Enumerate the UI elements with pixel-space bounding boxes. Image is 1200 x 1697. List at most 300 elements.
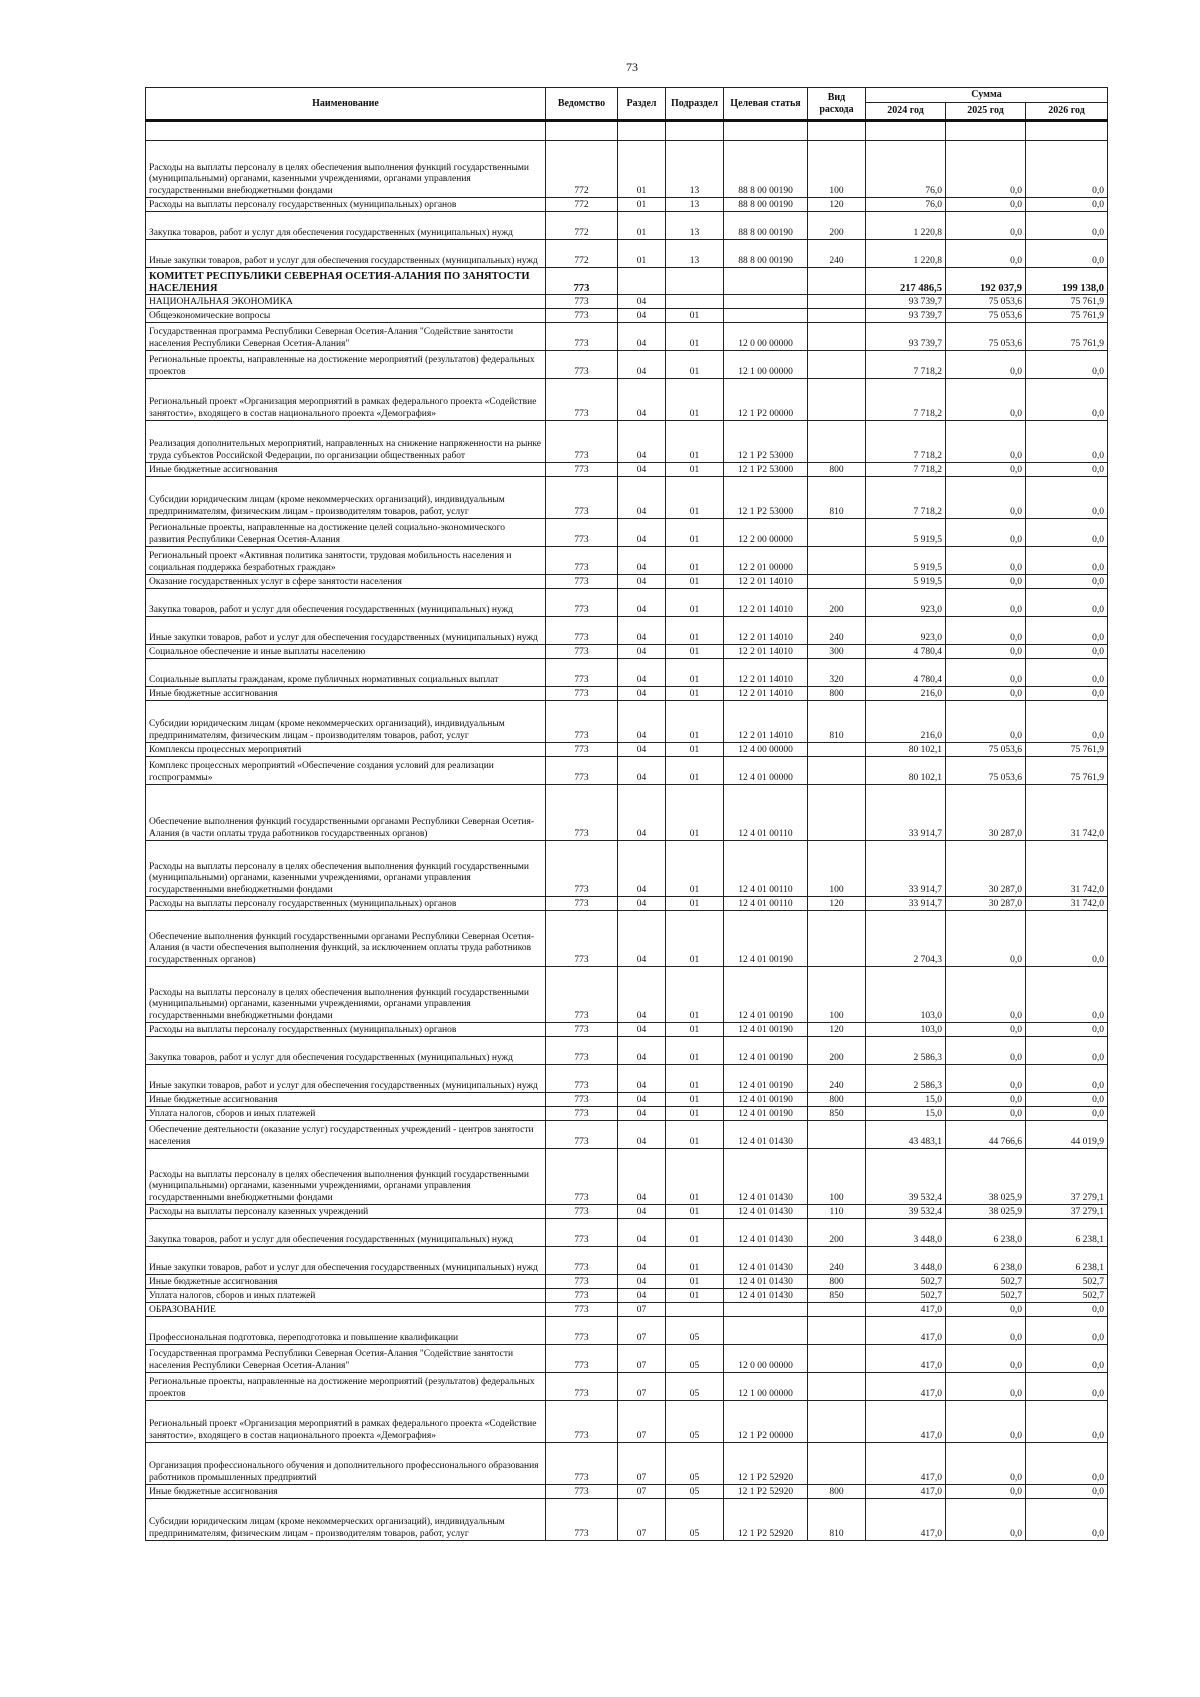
row-ministry: 773 — [546, 785, 618, 841]
row-sum-2024: 923,0 — [866, 617, 946, 645]
row-sum-2025: 0,0 — [946, 351, 1026, 379]
row-ministry: 773 — [546, 743, 618, 757]
row-sum-2026: 502,7 — [1026, 1289, 1108, 1303]
row-kind — [808, 1317, 866, 1345]
row-sum-2026: 31 742,0 — [1026, 785, 1108, 841]
row-name: Закупка товаров, работ и услуг для обеспечения государственных (муниципальных) нужд — [146, 212, 546, 240]
table-row — [146, 1037, 1108, 1065]
table-row — [146, 911, 1108, 967]
row-sum-2025: 0,0 — [946, 1499, 1026, 1541]
header-spacer-row — [146, 121, 1108, 141]
row-ministry: 773 — [546, 617, 618, 645]
row-kind: 120 — [808, 1023, 866, 1037]
row-sum-2025: 6 238,0 — [946, 1219, 1026, 1247]
row-section: 04 — [618, 687, 666, 701]
row-ministry: 773 — [546, 1303, 618, 1317]
row-section: 04 — [618, 1023, 666, 1037]
row-name: Оказание государственных услуг в сфере занятости населения — [146, 575, 546, 589]
row-sum-2025: 75 053,6 — [946, 323, 1026, 351]
row-sum-2025: 0,0 — [946, 645, 1026, 659]
row-section: 04 — [618, 309, 666, 323]
row-subsection: 05 — [666, 1443, 724, 1485]
row-sum-2025: 0,0 — [946, 198, 1026, 212]
row-sum-2026: 0,0 — [1026, 1485, 1108, 1499]
row-sum-2024: 1 220,8 — [866, 240, 946, 268]
row-sum-2026: 0,0 — [1026, 421, 1108, 463]
row-sum-2026: 0,0 — [1026, 1037, 1108, 1065]
row-section: 04 — [618, 421, 666, 463]
row-ministry: 772 — [546, 198, 618, 212]
row-kind: 200 — [808, 1037, 866, 1065]
row-section: 07 — [618, 1401, 666, 1443]
row-section: 04 — [618, 547, 666, 575]
row-name: Закупка товаров, работ и услуг для обеспечения государственных (муниципальных) нужд — [146, 589, 546, 617]
row-sum-2024: 3 448,0 — [866, 1247, 946, 1275]
row-section: 01 — [618, 141, 666, 198]
row-sum-2025: 0,0 — [946, 1065, 1026, 1093]
row-section: 04 — [618, 743, 666, 757]
row-kind: 800 — [808, 1275, 866, 1289]
row-target — [724, 295, 808, 309]
row-kind: 200 — [808, 1219, 866, 1247]
row-name: Иные бюджетные ассигнования — [146, 463, 546, 477]
row-sum-2026: 0,0 — [1026, 240, 1108, 268]
row-name: Региональный проект «Организация мероприятий в рамках федерального проекта «Содействие занятости», входящего в состав национального проекта «Демография» — [146, 379, 546, 421]
row-sum-2024: 15,0 — [866, 1093, 946, 1107]
row-kind: 800 — [808, 463, 866, 477]
row-sum-2025: 0,0 — [946, 1443, 1026, 1485]
row-subsection: 13 — [666, 212, 724, 240]
row-section: 04 — [618, 519, 666, 547]
row-sum-2025: 0,0 — [946, 1345, 1026, 1373]
row-ministry: 773 — [546, 687, 618, 701]
row-sum-2025: 0,0 — [946, 1093, 1026, 1107]
row-subsection: 05 — [666, 1485, 724, 1499]
row-ministry: 773 — [546, 701, 618, 743]
row-target: 12 0 00 00000 — [724, 1345, 808, 1373]
row-sum-2026: 0,0 — [1026, 1023, 1108, 1037]
row-subsection: 01 — [666, 785, 724, 841]
row-name: Обеспечение выполнения функций государственными органами Республики Северная Осетия-Алания (в части обеспечения выполнения функций, за исключением оплаты труда работников государственных органов) — [146, 911, 546, 967]
row-section: 04 — [618, 295, 666, 309]
row-sum-2024: 2 704,3 — [866, 911, 946, 967]
row-target: 12 4 01 00190 — [724, 967, 808, 1023]
row-section: 01 — [618, 212, 666, 240]
row-target: 12 2 01 14010 — [724, 687, 808, 701]
row-sum-2026: 0,0 — [1026, 687, 1108, 701]
row-sum-2026: 75 761,9 — [1026, 743, 1108, 757]
row-sum-2024: 417,0 — [866, 1317, 946, 1345]
row-subsection: 01 — [666, 967, 724, 1023]
row-section: 07 — [618, 1499, 666, 1541]
row-sum-2024: 502,7 — [866, 1275, 946, 1289]
row-subsection: 01 — [666, 1205, 724, 1219]
row-section: 04 — [618, 1065, 666, 1093]
row-name: Обеспечение деятельности (оказание услуг) государственных учреждений - центров занятости населения — [146, 1121, 546, 1149]
row-subsection: 13 — [666, 198, 724, 212]
row-ministry: 773 — [546, 897, 618, 911]
row-kind: 240 — [808, 617, 866, 645]
row-name: Общеэкономические вопросы — [146, 309, 546, 323]
row-section: 04 — [618, 785, 666, 841]
table-header — [146, 88, 1108, 121]
row-name: Обеспечение выполнения функций государственными органами Республики Северная Осетия-Алания (в части оплаты труда работников государственных органов) — [146, 785, 546, 841]
row-ministry: 773 — [546, 911, 618, 967]
row-sum-2025: 0,0 — [946, 589, 1026, 617]
row-subsection: 01 — [666, 743, 724, 757]
row-sum-2025: 0,0 — [946, 617, 1026, 645]
row-section: 04 — [618, 911, 666, 967]
row-target: 12 0 00 00000 — [724, 323, 808, 351]
table-row — [146, 240, 1108, 268]
row-name: КОМИТЕТ РЕСПУБЛИКИ СЕВЕРНАЯ ОСЕТИЯ-АЛАНИЯ ПО ЗАНЯТОСТИ НАСЕЛЕНИЯ — [146, 268, 546, 295]
row-sum-2026: 0,0 — [1026, 617, 1108, 645]
row-kind: 240 — [808, 1247, 866, 1275]
row-sum-2026: 0,0 — [1026, 1443, 1108, 1485]
row-target: 12 4 01 01430 — [724, 1275, 808, 1289]
row-sum-2025: 0,0 — [946, 379, 1026, 421]
row-subsection: 01 — [666, 421, 724, 463]
row-name: Расходы на выплаты персоналу государственных (муниципальных) органов — [146, 897, 546, 911]
row-name: Региональный проект «Активная политика занятости, трудовая мобильность населения и социальная поддержка безработных граждан» — [146, 547, 546, 575]
row-ministry: 773 — [546, 589, 618, 617]
row-subsection — [666, 268, 724, 295]
row-sum-2026: 0,0 — [1026, 198, 1108, 212]
row-sum-2026: 0,0 — [1026, 645, 1108, 659]
table-row — [146, 1275, 1108, 1289]
row-section: 04 — [618, 1107, 666, 1121]
row-section: 04 — [618, 463, 666, 477]
table-row — [146, 1121, 1108, 1149]
row-subsection: 01 — [666, 617, 724, 645]
row-sum-2025: 44 766,6 — [946, 1121, 1026, 1149]
row-sum-2024: 217 486,5 — [866, 268, 946, 295]
row-sum-2026: 44 019,9 — [1026, 1121, 1108, 1149]
row-sum-2024: 80 102,1 — [866, 743, 946, 757]
row-target: 12 1 00 00000 — [724, 1373, 808, 1401]
row-sum-2024: 33 914,7 — [866, 897, 946, 911]
row-target: 12 4 01 00110 — [724, 841, 808, 897]
row-ministry: 773 — [546, 1037, 618, 1065]
row-section: 04 — [618, 897, 666, 911]
table-row — [146, 841, 1108, 897]
row-name: Иные закупки товаров, работ и услуг для обеспечения государственных (муниципальных) нужд — [146, 240, 546, 268]
row-sum-2024: 4 780,4 — [866, 645, 946, 659]
row-sum-2026: 75 761,9 — [1026, 309, 1108, 323]
row-ministry: 773 — [546, 379, 618, 421]
row-sum-2025: 0,0 — [946, 477, 1026, 519]
row-name: Социальные выплаты гражданам, кроме публичных нормативных социальных выплат — [146, 659, 546, 687]
row-sum-2024: 7 718,2 — [866, 463, 946, 477]
row-sum-2026: 0,0 — [1026, 1093, 1108, 1107]
row-ministry: 773 — [546, 1317, 618, 1345]
row-section: 07 — [618, 1373, 666, 1401]
row-target: 12 2 00 00000 — [724, 519, 808, 547]
table-row — [146, 323, 1108, 351]
row-sum-2025: 0,0 — [946, 421, 1026, 463]
row-sum-2024: 39 532,4 — [866, 1149, 946, 1205]
row-kind: 800 — [808, 1093, 866, 1107]
row-sum-2026: 0,0 — [1026, 351, 1108, 379]
table-row — [146, 421, 1108, 463]
row-name: Комплексы процессных мероприятий — [146, 743, 546, 757]
row-subsection: 13 — [666, 240, 724, 268]
row-subsection: 01 — [666, 1065, 724, 1093]
row-section: 07 — [618, 1443, 666, 1485]
row-sum-2026: 6 238,1 — [1026, 1219, 1108, 1247]
header-section: Раздел — [618, 88, 666, 121]
row-sum-2025: 30 287,0 — [946, 897, 1026, 911]
row-subsection: 01 — [666, 1093, 724, 1107]
row-name: Иные закупки товаров, работ и услуг для обеспечения государственных (муниципальных) нужд — [146, 1247, 546, 1275]
row-sum-2024: 2 586,3 — [866, 1037, 946, 1065]
row-ministry: 773 — [546, 547, 618, 575]
row-kind — [808, 1443, 866, 1485]
row-target: 88 8 00 00190 — [724, 141, 808, 198]
row-name: Государственная программа Республики Северная Осетия-Алания "Содействие занятости населения Республики Северная Осетия-Алания" — [146, 323, 546, 351]
row-section: 07 — [618, 1485, 666, 1499]
row-target: 12 2 01 14010 — [724, 575, 808, 589]
table-row — [146, 547, 1108, 575]
row-sum-2024: 2 586,3 — [866, 1065, 946, 1093]
row-section: 04 — [618, 1205, 666, 1219]
row-sum-2024: 43 483,1 — [866, 1121, 946, 1149]
row-sum-2026: 37 279,1 — [1026, 1205, 1108, 1219]
row-subsection: 01 — [666, 1219, 724, 1247]
row-sum-2026: 0,0 — [1026, 519, 1108, 547]
row-subsection: 01 — [666, 575, 724, 589]
row-sum-2025: 75 053,6 — [946, 743, 1026, 757]
table-row — [146, 1023, 1108, 1037]
table-row — [146, 1317, 1108, 1345]
row-kind — [808, 547, 866, 575]
row-sum-2025: 0,0 — [946, 967, 1026, 1023]
row-target: 12 4 01 00190 — [724, 1037, 808, 1065]
table-row — [146, 645, 1108, 659]
row-sum-2025: 30 287,0 — [946, 841, 1026, 897]
row-kind: 240 — [808, 1065, 866, 1093]
row-sum-2025: 502,7 — [946, 1275, 1026, 1289]
row-sum-2024: 417,0 — [866, 1401, 946, 1443]
row-ministry: 773 — [546, 1373, 618, 1401]
table-row — [146, 1485, 1108, 1499]
row-sum-2024: 216,0 — [866, 701, 946, 743]
row-target: 12 1 P2 52920 — [724, 1485, 808, 1499]
row-subsection: 13 — [666, 141, 724, 198]
table-row — [146, 198, 1108, 212]
header-ministry: Ведомство — [546, 88, 618, 121]
table-row — [146, 379, 1108, 421]
row-name: Расходы на выплаты персоналу в целях обеспечения выполнения функций государственными (муниципальными) органами, казенными учреждениями, органами управления государственными внебюджетными фондами — [146, 141, 546, 198]
row-target: 12 4 01 01430 — [724, 1289, 808, 1303]
row-target: 12 4 01 01430 — [724, 1121, 808, 1149]
row-kind: 810 — [808, 477, 866, 519]
row-sum-2025: 38 025,9 — [946, 1205, 1026, 1219]
row-sum-2024: 33 914,7 — [866, 841, 946, 897]
row-target: 12 4 01 00190 — [724, 1093, 808, 1107]
row-sum-2026: 0,0 — [1026, 547, 1108, 575]
row-sum-2026: 0,0 — [1026, 477, 1108, 519]
table-row — [146, 351, 1108, 379]
row-name: Иные закупки товаров, работ и услуг для обеспечения государственных (муниципальных) нужд — [146, 1065, 546, 1093]
row-section: 04 — [618, 323, 666, 351]
row-subsection: 01 — [666, 1247, 724, 1275]
row-subsection: 05 — [666, 1373, 724, 1401]
row-sum-2024: 417,0 — [866, 1303, 946, 1317]
row-target: 12 4 01 01430 — [724, 1219, 808, 1247]
row-sum-2026: 0,0 — [1026, 1401, 1108, 1443]
row-section: 07 — [618, 1317, 666, 1345]
table-row — [146, 519, 1108, 547]
row-kind: 100 — [808, 967, 866, 1023]
row-ministry: 773 — [546, 1219, 618, 1247]
row-kind: 300 — [808, 645, 866, 659]
row-sum-2024: 417,0 — [866, 1485, 946, 1499]
row-target — [724, 1303, 808, 1317]
row-sum-2025: 0,0 — [946, 1485, 1026, 1499]
row-subsection: 01 — [666, 1023, 724, 1037]
row-kind — [808, 1121, 866, 1149]
row-ministry: 773 — [546, 421, 618, 463]
row-sum-2024: 4 780,4 — [866, 659, 946, 687]
row-subsection: 01 — [666, 841, 724, 897]
row-sum-2024: 15,0 — [866, 1107, 946, 1121]
row-sum-2024: 417,0 — [866, 1373, 946, 1401]
row-sum-2025: 0,0 — [946, 1037, 1026, 1065]
row-sum-2026: 0,0 — [1026, 911, 1108, 967]
row-ministry: 773 — [546, 1443, 618, 1485]
table-row — [146, 1401, 1108, 1443]
row-kind: 850 — [808, 1107, 866, 1121]
table-row — [146, 1093, 1108, 1107]
row-target: 12 4 01 00110 — [724, 897, 808, 911]
row-subsection: 01 — [666, 1289, 724, 1303]
row-sum-2024: 7 718,2 — [866, 477, 946, 519]
row-sum-2024: 7 718,2 — [866, 379, 946, 421]
row-target — [724, 1317, 808, 1345]
row-ministry: 773 — [546, 323, 618, 351]
row-name: Субсидии юридическим лицам (кроме некоммерческих организаций), индивидуальным предпринимателям, физическим лицам - производителям товаров, работ, услуг — [146, 701, 546, 743]
row-name: Субсидии юридическим лицам (кроме некоммерческих организаций), индивидуальным предпринимателям, физическим лицам - производителям товаров, работ, услуг — [146, 477, 546, 519]
header-sum: Сумма — [866, 88, 1108, 103]
header-2025: 2025 год — [946, 103, 1026, 121]
row-sum-2026: 199 138,0 — [1026, 268, 1108, 295]
row-name: Реализация дополнительных мероприятий, направленных на снижение напряженности на рынке труда субъектов Российской Федерации, по организации общественных работ — [146, 421, 546, 463]
row-target: 12 1 P2 52920 — [724, 1443, 808, 1485]
row-name: Региональные проекты, направленные на достижение мероприятий (результатов) федеральных проектов — [146, 1373, 546, 1401]
row-sum-2025: 75 053,6 — [946, 309, 1026, 323]
row-sum-2025: 0,0 — [946, 240, 1026, 268]
row-kind — [808, 351, 866, 379]
row-sum-2026: 0,0 — [1026, 379, 1108, 421]
row-sum-2024: 5 919,5 — [866, 519, 946, 547]
row-section — [618, 268, 666, 295]
row-kind — [808, 1373, 866, 1401]
row-target: 12 4 01 01430 — [724, 1205, 808, 1219]
header-kind: Вид расхода — [808, 88, 866, 121]
row-subsection — [666, 295, 724, 309]
row-sum-2025: 0,0 — [946, 911, 1026, 967]
row-ministry: 773 — [546, 309, 618, 323]
row-sum-2024: 76,0 — [866, 141, 946, 198]
table-row — [146, 477, 1108, 519]
row-section: 04 — [618, 1121, 666, 1149]
row-sum-2026: 0,0 — [1026, 967, 1108, 1023]
row-subsection: 01 — [666, 1037, 724, 1065]
row-target: 88 8 00 00190 — [724, 240, 808, 268]
row-name: Закупка товаров, работ и услуг для обеспечения государственных (муниципальных) нужд — [146, 1219, 546, 1247]
row-sum-2024: 76,0 — [866, 198, 946, 212]
row-kind — [808, 519, 866, 547]
row-sum-2026: 0,0 — [1026, 1317, 1108, 1345]
table-row — [146, 743, 1108, 757]
row-ministry: 773 — [546, 1121, 618, 1149]
row-target: 12 1 P2 53000 — [724, 421, 808, 463]
row-kind: 100 — [808, 841, 866, 897]
row-kind: 810 — [808, 701, 866, 743]
row-kind — [808, 575, 866, 589]
row-sum-2024: 80 102,1 — [866, 757, 946, 785]
row-section: 04 — [618, 1275, 666, 1289]
row-subsection: 01 — [666, 897, 724, 911]
row-kind — [808, 268, 866, 295]
row-sum-2025: 0,0 — [946, 1023, 1026, 1037]
row-sum-2026: 0,0 — [1026, 701, 1108, 743]
row-sum-2025: 0,0 — [946, 1401, 1026, 1443]
row-ministry: 773 — [546, 295, 618, 309]
row-section: 04 — [618, 351, 666, 379]
row-kind: 120 — [808, 198, 866, 212]
row-kind: 800 — [808, 1485, 866, 1499]
row-section: 04 — [618, 575, 666, 589]
row-section: 01 — [618, 240, 666, 268]
row-target: 12 1 00 00000 — [724, 351, 808, 379]
row-kind — [808, 323, 866, 351]
row-sum-2024: 216,0 — [866, 687, 946, 701]
page-number: 73 — [626, 60, 638, 74]
row-section: 04 — [618, 1093, 666, 1107]
row-sum-2026: 0,0 — [1026, 1107, 1108, 1121]
row-ministry: 773 — [546, 1065, 618, 1093]
row-sum-2026: 37 279,1 — [1026, 1149, 1108, 1205]
row-sum-2024: 93 739,7 — [866, 323, 946, 351]
row-name: Закупка товаров, работ и услуг для обеспечения государственных (муниципальных) нужд — [146, 1037, 546, 1065]
table-row — [146, 1289, 1108, 1303]
row-section: 04 — [618, 1219, 666, 1247]
row-sum-2026: 0,0 — [1026, 141, 1108, 198]
table-row — [146, 687, 1108, 701]
row-sum-2025: 75 053,6 — [946, 757, 1026, 785]
row-target: 12 4 01 00190 — [724, 1023, 808, 1037]
row-sum-2025: 0,0 — [946, 575, 1026, 589]
row-subsection: 01 — [666, 547, 724, 575]
table-row — [146, 1107, 1108, 1121]
header-subsection: Подраздел — [666, 88, 724, 121]
row-target: 12 2 01 00000 — [724, 547, 808, 575]
row-sum-2024: 103,0 — [866, 967, 946, 1023]
row-sum-2025: 0,0 — [946, 463, 1026, 477]
row-target: 12 1 P2 00000 — [724, 1401, 808, 1443]
row-sum-2025: 0,0 — [946, 519, 1026, 547]
row-section: 01 — [618, 198, 666, 212]
row-kind: 810 — [808, 1499, 866, 1541]
row-section: 04 — [618, 645, 666, 659]
row-name: Расходы на выплаты персоналу в целях обеспечения выполнения функций государственными (муниципальными) органами, казенными учреждениями, органами управления государственными внебюджетными фондами — [146, 1149, 546, 1205]
row-sum-2025: 30 287,0 — [946, 785, 1026, 841]
row-target: 12 1 P2 00000 — [724, 379, 808, 421]
row-ministry: 773 — [546, 477, 618, 519]
row-kind — [808, 1401, 866, 1443]
